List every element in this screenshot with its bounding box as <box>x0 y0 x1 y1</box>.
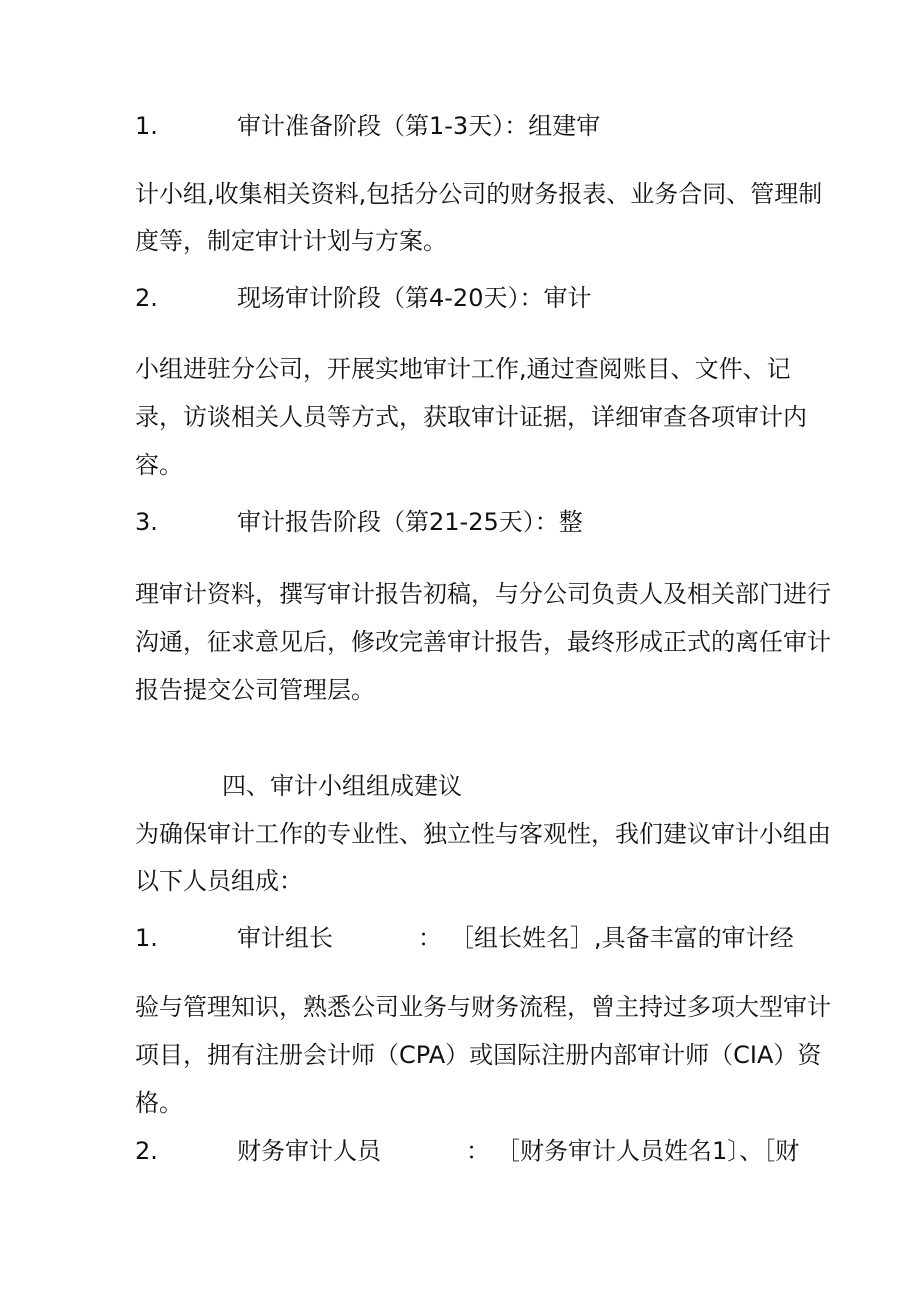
phase-3-body-line-3: 报告提交公司管理层。 <box>135 676 375 704</box>
phase-1-number: 1. <box>135 112 158 140</box>
phase-1-body-line-1: 计小组,收集相关资料,包括分公司的财务报表、业务合同、管理制 <box>135 180 823 208</box>
phase-2-body-line-1: 小组进驻分公司，开展实地审计工作,通过查阅账目、文件、记 <box>135 355 791 383</box>
phase-2-body-line-2: 录，访谈相关人员等方式，获取审计证据，详细审查各项审计内 <box>135 403 807 431</box>
phase-3-heading: 审计报告阶段（第21-25天）：整 <box>237 508 583 536</box>
phase-3-body-line-1: 理审计资料，撰写审计报告初稿，与分公司负责人及相关部门进行 <box>135 580 831 608</box>
member-2-role: 财务审计人员 <box>237 1137 381 1165</box>
member-1-detail: ［组长姓名］,具备丰富的审计经 <box>450 924 794 952</box>
member-1-role: 审计组长 <box>237 924 333 952</box>
member-1-body-line-1: 验与管理知识，熟悉公司业务与财务流程，曾主持过多项大型审计 <box>135 993 831 1021</box>
section-title: 四、审计小组组成建议 <box>222 772 462 800</box>
phase-1-body-line-2: 度等，制定审计计划与方案。 <box>135 227 447 255</box>
phase-3-body-line-2: 沟通，征求意见后，修改完善审计报告，最终形成正式的离任审计 <box>135 628 831 656</box>
phase-2-number: 2. <box>135 284 158 312</box>
phase-2-body-line-3: 容。 <box>135 451 183 479</box>
member-1-colon: ： <box>418 924 442 952</box>
phase-2-heading: 现场审计阶段（第4-20天）：审计 <box>237 284 592 312</box>
member-2-detail: ［财务审计人员姓名1〕、［财 <box>496 1137 800 1165</box>
member-2-number: 2. <box>135 1137 158 1165</box>
member-2-colon: ： <box>466 1137 490 1165</box>
phase-3-number: 3. <box>135 508 158 536</box>
member-1-body-line-2: 项目，拥有注册会计师（CPA）或国际注册内部审计师（CIA）资 <box>135 1041 822 1069</box>
section-intro-line-2: 以下人员组成： <box>135 867 303 895</box>
section-intro-line-1: 为确保审计工作的专业性、独立性与客观性，我们建议审计小组由 <box>135 820 831 848</box>
phase-1-heading: 审计准备阶段（第1-3天）：组建审 <box>237 112 601 140</box>
member-1-body-line-3: 格。 <box>135 1089 183 1117</box>
member-1-number: 1. <box>135 924 158 952</box>
